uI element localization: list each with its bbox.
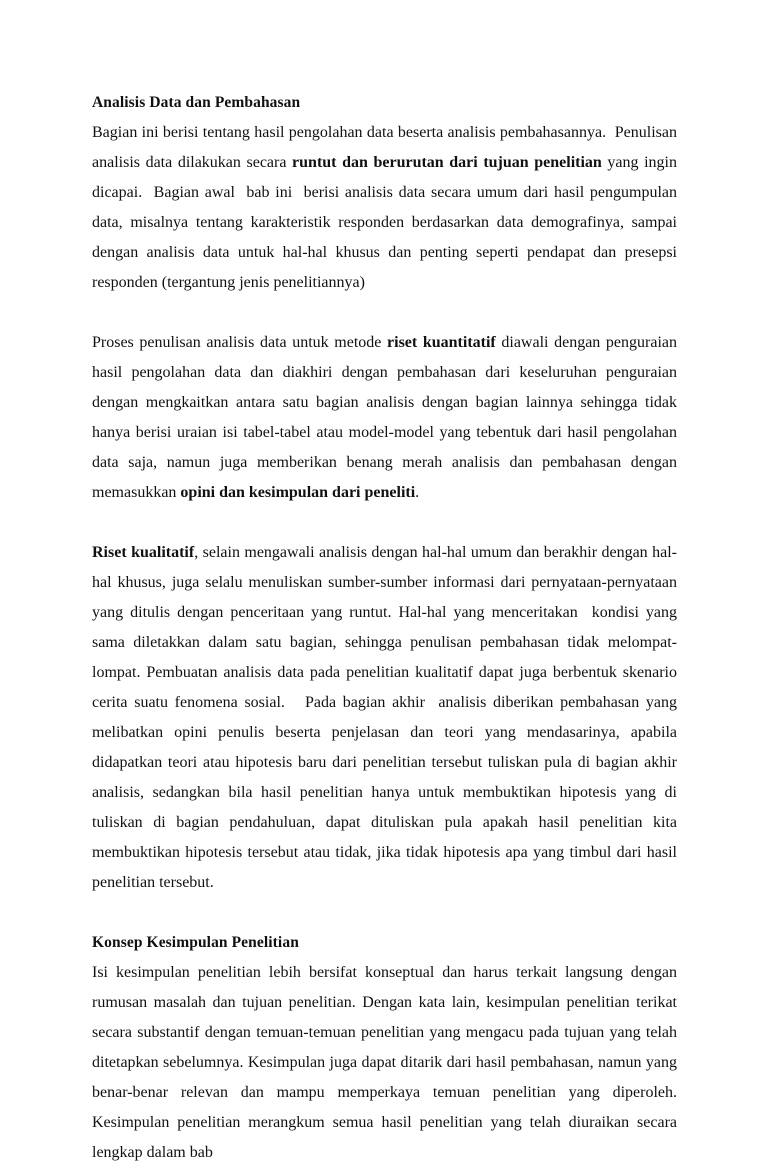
body-text: , selain mengawali analisis dengan hal-hal umum dan berakhir dengan hal-hal khusus, juga selalu menuliskan sumber-sumber informasi dari pernyataan-pernyataan yang ditulis dengan penceritaan yang runtut. Hal-hal yang menceritakan kondisi yang sama diletakkan dalam satu bagian, sehingga penulisan pembahasan tidak melompat-lompat. Pembuatan analisis data pada penelitian kualitatif dapat juga berbentuk skenario cerita suatu fenomena sosial. Pada bagian akhir analisis diberikan pembahasan yang melibatkan opini penulis beserta penjelasan dan teori yang mendasarinya, apabila didapatkan teori atau hipotesis baru dari penelitian tersebut tuliskan pula di bagian akhir analisis, sedangkan bila hasil penelitian hanya untuk membuktikan hipotesis yang di tuliskan di bagian pendahuluan, dapat dituliskan pula apakah hasil penelitian kita membuktikan hipotesis tersebut atau tidak, jika tidak hipotesis apa yang timbul dari hasil penelitian tersebut.	[92, 544, 681, 891]
body-text: diawali dengan penguraian hasil pengolahan data dan diakhiri dengan pembahasan dari keseluruhan penguraian dengan mengkaitkan antara satu bagian analisis dengan bagian lainnya sehingga tidak hanya berisi uraian isi tabel-tabel atau model-model yang tebentuk dari hasil pengolahan data saja, namun juga memberikan benang merah analisis dan pembahasan dengan memasukkan	[92, 334, 685, 501]
paragraph-konsep-kesimpulan	[92, 958, 681, 1168]
paragraph-riset-kuantitatif	[92, 328, 685, 508]
paragraph-analisis-data-intro	[92, 118, 681, 298]
document-text-body	[92, 88, 685, 1168]
emphasis-text: opini dan kesimpulan dari peneliti	[180, 484, 416, 501]
body-text: .	[415, 484, 420, 501]
paragraph-riset-kualitatif	[92, 538, 681, 898]
emphasis-text: Riset kualitatif	[92, 544, 195, 561]
section-heading-analisis-data: Analisis Data dan Pembahasan	[92, 94, 301, 111]
body-text: Isi kesimpulan penelitian lebih bersifat konseptual dan harus terkait langsung dengan rumusan masalah dan tujuan penelitian. Dengan kata lain, kesimpulan penelitian terikat secara substantif dengan temuan-temuan penelitian yang mengacu pada tujuan yang telah ditetapkan sebelumnya. Kesimpulan juga dapat ditarik dari hasil pembahasan, namun yang benar-benar relevan dan mampu memperkaya temuan penelitian yang diperoleh. Kesimpulan penelitian merangkum semua hasil penelitian yang telah diuraikan secara lengkap dalam bab	[92, 964, 681, 1161]
body-text: Bagian ini berisi tentang hasil pengolahan data beserta analisis pembahasannya. Penulisan analisis data dilakukan secara	[92, 124, 681, 171]
body-text: Proses penulisan analisis data untuk metode	[92, 334, 388, 351]
emphasis-text: riset kuantitatif	[387, 334, 496, 351]
section-heading-konsep-kesimpulan: Konsep Kesimpulan Penelitian	[92, 934, 299, 951]
emphasis-text: runtut dan berurutan dari tujuan penelitian	[292, 154, 602, 171]
body-text: yang ingin dicapai. Bagian awal bab ini berisi analisis data secara umum dari hasil pengumpulan data, misalnya tentang karakteristik responden berdasarkan data demografinya, sampai dengan analisis data untuk hal-hal khusus dan penting seperti pendapat dan presepsi responden (tergantung jenis penelitiannya)	[92, 154, 681, 291]
